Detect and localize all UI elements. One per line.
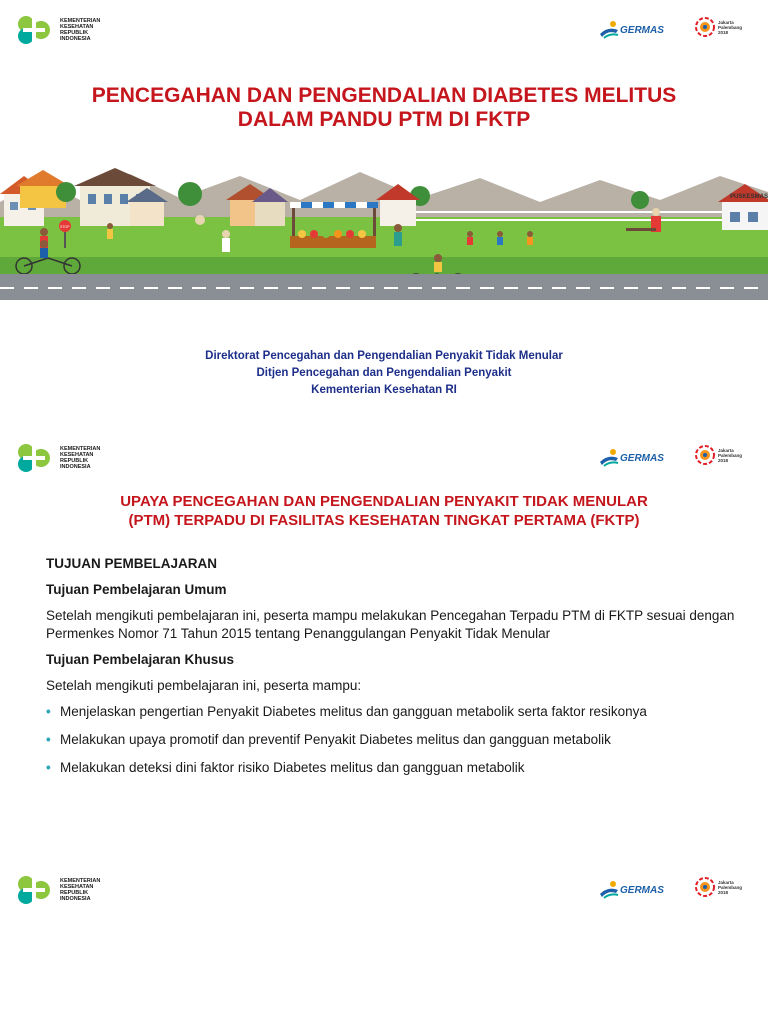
- germas-logo: [598, 448, 664, 468]
- asian-games-logo: [694, 444, 742, 466]
- directorate-line: Kementerian Kesehatan RI: [311, 384, 457, 396]
- asian-games-icon: [694, 876, 716, 898]
- specific-objective-intro: Setelah mengikuti pembelajaran ini, peserta mampu:: [46, 678, 362, 693]
- asian-games-line: Palembang: [718, 884, 743, 890]
- kemenkes-line: INDONESIA: [60, 896, 91, 902]
- section-heading: TUJUAN PEMBELAJARAN: [46, 556, 218, 571]
- kemenkes-logo: [14, 442, 120, 474]
- germas-logo: [598, 20, 664, 40]
- germas-text: GERMAS: [620, 884, 664, 896]
- asian-games-line: Jakarta: [718, 19, 734, 25]
- kemenkes-line: REPUBLIK: [60, 30, 89, 36]
- asian-games-icon: [694, 444, 716, 466]
- kemenkes-logo: [14, 874, 120, 906]
- list-item: [46, 703, 758, 721]
- slide-next-partial: [0, 850, 768, 1024]
- germas-logo: [598, 880, 664, 900]
- objectives-title-line2: (PTM) TERPADU DI FASILITAS KESEHATAN TINGKAT PERTAMA (FKTP): [128, 512, 640, 529]
- kemenkes-line: KESEHATAN: [60, 884, 94, 890]
- kemenkes-icon: [14, 442, 56, 474]
- germas-text: GERMAS: [620, 24, 664, 36]
- asian-games-line: 2018: [718, 457, 729, 463]
- kemenkes-line: KEMENTERIAN: [60, 446, 101, 452]
- cover-title: [40, 84, 728, 132]
- community-illustration: [0, 162, 768, 300]
- kemenkes-line: KESEHATAN: [60, 24, 94, 30]
- general-objective-heading: Tujuan Pembelajaran Umum: [46, 582, 227, 597]
- list-item: [46, 759, 758, 777]
- bullet-icon: •: [46, 704, 51, 719]
- asian-games-logo: [694, 16, 742, 38]
- stop-sign-label: STOP: [60, 225, 70, 229]
- puskesmas-label: PUSKESMAS: [730, 194, 768, 200]
- list-item-text: Menjelaskan pengertian Penyakit Diabetes melitus dan gangguan metabolik serta faktor resikonya: [60, 704, 647, 719]
- specific-objective-heading: Tujuan Pembelajaran Khusus: [46, 652, 235, 667]
- germas-figure-icon: [598, 880, 620, 900]
- kemenkes-line: REPUBLIK: [60, 890, 89, 896]
- kemenkes-line: KESEHATAN: [60, 452, 94, 458]
- germas-figure-icon: [598, 448, 620, 468]
- directorate-line: Direktorat Pencegahan dan Pengendalian Penyakit Tidak Menular: [205, 350, 563, 362]
- asian-games-line: Jakarta: [718, 879, 734, 885]
- kemenkes-line: KEMENTERIAN: [60, 878, 101, 884]
- kemenkes-icon: [14, 14, 56, 46]
- directorate-line: Ditjen Pencegahan dan Pengendalian Penyakit: [256, 367, 512, 379]
- asian-games-line: 2018: [718, 889, 729, 895]
- kemenkes-line: INDONESIA: [60, 36, 91, 42]
- asian-games-line: Palembang: [718, 452, 743, 458]
- list-item: [46, 731, 758, 749]
- asian-games-line: Jakarta: [718, 447, 734, 453]
- general-objective-text: Setelah mengikuti pembelajaran ini, peserta mampu melakukan Pencegahan Terpadu PTM di FKTP sesuai dengan Permenkes Nomor 71 Tahun 2015 tentang Penanggulangan Penyakit Tidak Menular: [46, 608, 735, 641]
- directorate-block: [80, 348, 688, 399]
- asian-games-icon: [694, 16, 716, 38]
- bullet-icon: •: [46, 732, 51, 747]
- specific-objective-list: [46, 703, 758, 777]
- objectives-title-line1: UPAYA PENCEGAHAN DAN PENGENDALIAN PENYAKIT TIDAK MENULAR: [120, 493, 648, 510]
- kemenkes-logo: [14, 14, 120, 46]
- list-item-text: Melakukan upaya promotif dan preventif Penyakit Diabetes melitus dan gangguan metabolik: [60, 732, 611, 747]
- germas-text: GERMAS: [620, 452, 664, 464]
- slide-cover: [0, 0, 768, 410]
- bullet-icon: •: [46, 760, 51, 775]
- asian-games-logo: [694, 876, 742, 898]
- kemenkes-line: INDONESIA: [60, 464, 91, 470]
- kemenkes-icon: [14, 874, 56, 906]
- cover-title-line2: DALAM PANDU PTM DI FKTP: [237, 108, 531, 131]
- germas-figure-icon: [598, 20, 620, 40]
- objectives-title: [30, 492, 738, 530]
- slide-objectives: [0, 410, 768, 840]
- kemenkes-line: KEMENTERIAN: [60, 18, 101, 24]
- list-item-text: Melakukan deteksi dini faktor risiko Diabetes melitus dan gangguan metabolik: [60, 760, 525, 775]
- asian-games-line: 2018: [718, 29, 729, 35]
- kemenkes-line: REPUBLIK: [60, 458, 89, 464]
- objectives-body: [46, 555, 758, 787]
- asian-games-line: Palembang: [718, 24, 743, 30]
- cover-title-line1: PENCEGAHAN DAN PENGENDALIAN DIABETES MELITUS: [91, 84, 677, 107]
